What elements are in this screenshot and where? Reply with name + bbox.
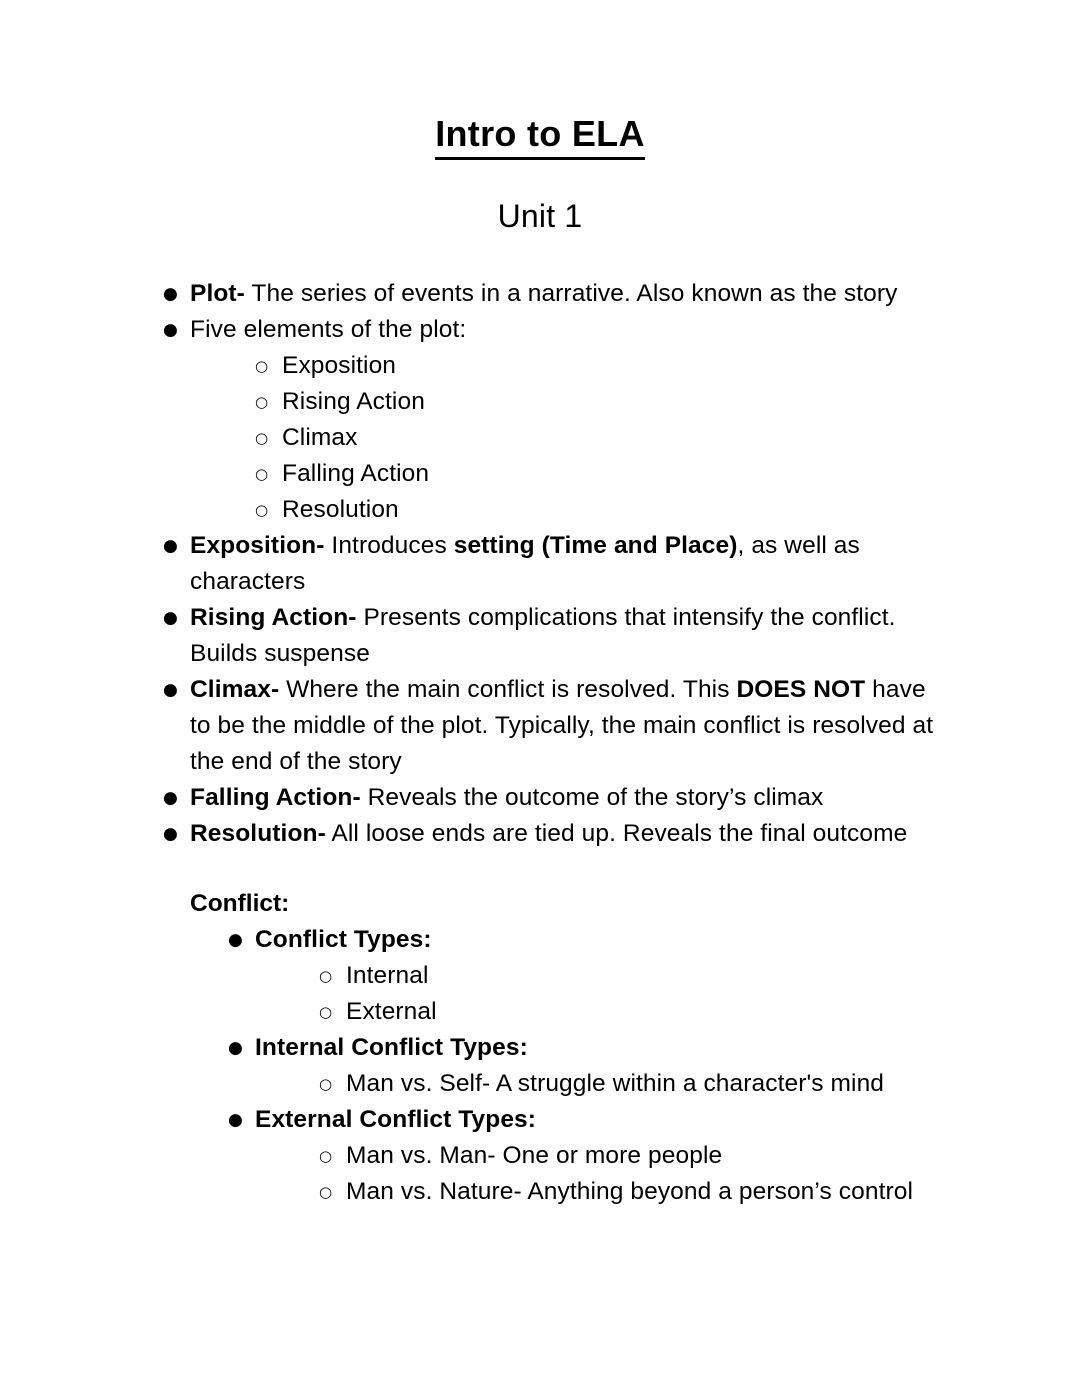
list-item [255, 456, 940, 492]
list-item [228, 1030, 980, 1102]
hollow-bullet-icon: ○ [255, 393, 269, 411]
term-definition-cont: , as well as characters [190, 532, 860, 595]
filled-bullet-icon: ● [163, 536, 178, 556]
hollow-bullet-icon: ○ [255, 465, 269, 483]
hollow-bullet-icon: ○ [255, 501, 269, 519]
filled-bullet-icon: ● [163, 320, 178, 340]
term-label: Resolution- [190, 820, 326, 847]
list-item [255, 492, 940, 528]
term-definition: The series of events in a narrative. Also known as the story [244, 280, 898, 307]
list-item-text: Internal [346, 962, 429, 989]
list-item-label: Internal Conflict Types: [255, 1034, 528, 1061]
list-item-text: Exposition [282, 352, 397, 379]
external-conflict-sublist [319, 1138, 980, 1210]
term-definition: All loose ends are tied up. Reveals the final outcome [325, 820, 908, 847]
emphasis-text: setting (Time and Place) [453, 532, 738, 559]
list-item [228, 922, 980, 1030]
title-block [0, 0, 1080, 236]
list-item [319, 1066, 980, 1102]
internal-conflict-sublist [319, 1066, 980, 1102]
list-item-label: Conflict Types: [255, 926, 432, 953]
term-definition: Where the main conflict is resolved. This [279, 676, 737, 703]
list-item-text [190, 280, 897, 307]
term-definition: Introduces [324, 532, 454, 559]
list-item [163, 528, 940, 600]
filled-bullet-icon: ● [228, 1110, 243, 1130]
list-item-label: External Conflict Types: [255, 1106, 537, 1133]
list-item [163, 600, 940, 672]
conflict-section [0, 886, 1080, 1210]
list-item-text: Five elements of the plot: [190, 316, 467, 343]
term-definition-cont: have to be the middle of the plot. Typically, the main conflict is resolved at the end of the story [190, 676, 934, 775]
list-item-text [190, 532, 860, 595]
term-label: Falling Action- [190, 784, 361, 811]
hollow-bullet-icon: ○ [319, 1075, 333, 1093]
list-item [163, 816, 940, 852]
emphasis-text: DOES NOT [736, 676, 866, 703]
list-item-text: Resolution [282, 496, 399, 523]
term-label: Plot- [190, 280, 245, 307]
term-label: Rising Action- [190, 604, 357, 631]
hollow-bullet-icon: ○ [255, 429, 269, 447]
term-label: Exposition- [190, 532, 325, 559]
hollow-bullet-icon: ○ [319, 1003, 333, 1021]
filled-bullet-icon: ● [163, 788, 178, 808]
list-item [163, 312, 940, 528]
list-item-text [190, 604, 896, 667]
list-item [255, 420, 940, 456]
list-item [319, 994, 980, 1030]
conflict-list [228, 922, 980, 1210]
filled-bullet-icon: ● [228, 1038, 243, 1058]
term-definition: Reveals the outcome of the story’s climax [360, 784, 824, 811]
list-item [255, 384, 940, 420]
page-title: Intro to ELA [435, 112, 645, 160]
list-item-text: External [346, 998, 437, 1025]
list-item-text: Climax [282, 424, 358, 451]
page-subtitle: Unit 1 [497, 198, 583, 234]
list-item [163, 780, 940, 816]
list-item-text [190, 820, 907, 847]
term-label: Climax- [190, 676, 280, 703]
filled-bullet-icon: ● [163, 824, 178, 844]
filled-bullet-icon: ● [228, 930, 243, 950]
five-elements-list [255, 348, 940, 528]
hollow-bullet-icon: ○ [255, 357, 269, 375]
filled-bullet-icon: ● [163, 680, 178, 700]
list-item [255, 348, 940, 384]
hollow-bullet-icon: ○ [319, 1183, 333, 1201]
list-item [319, 1138, 980, 1174]
list-item-text: Man vs. Self- A struggle within a character's mind [346, 1070, 885, 1097]
list-item [228, 1102, 980, 1210]
list-item-text: Man vs. Nature- Anything beyond a person’s control [346, 1178, 914, 1205]
list-item [163, 276, 940, 312]
list-item [319, 958, 980, 994]
list-item [319, 1174, 980, 1210]
hollow-bullet-icon: ○ [319, 1147, 333, 1165]
list-item-text [190, 784, 823, 811]
hollow-bullet-icon: ○ [319, 967, 333, 985]
conflict-heading: Conflict: [190, 890, 290, 917]
filled-bullet-icon: ● [163, 284, 178, 304]
filled-bullet-icon: ● [163, 608, 178, 628]
list-item-text: Falling Action [282, 460, 430, 487]
list-item-text [190, 676, 933, 775]
list-item-text: Rising Action [282, 388, 425, 415]
plot-list [163, 276, 940, 852]
term-definition: Presents complications that intensify the conflict. Builds suspense [190, 604, 896, 667]
list-item-text: Man vs. Man- One or more people [346, 1142, 723, 1169]
conflict-types-sublist [319, 958, 980, 1030]
list-item [163, 672, 940, 780]
